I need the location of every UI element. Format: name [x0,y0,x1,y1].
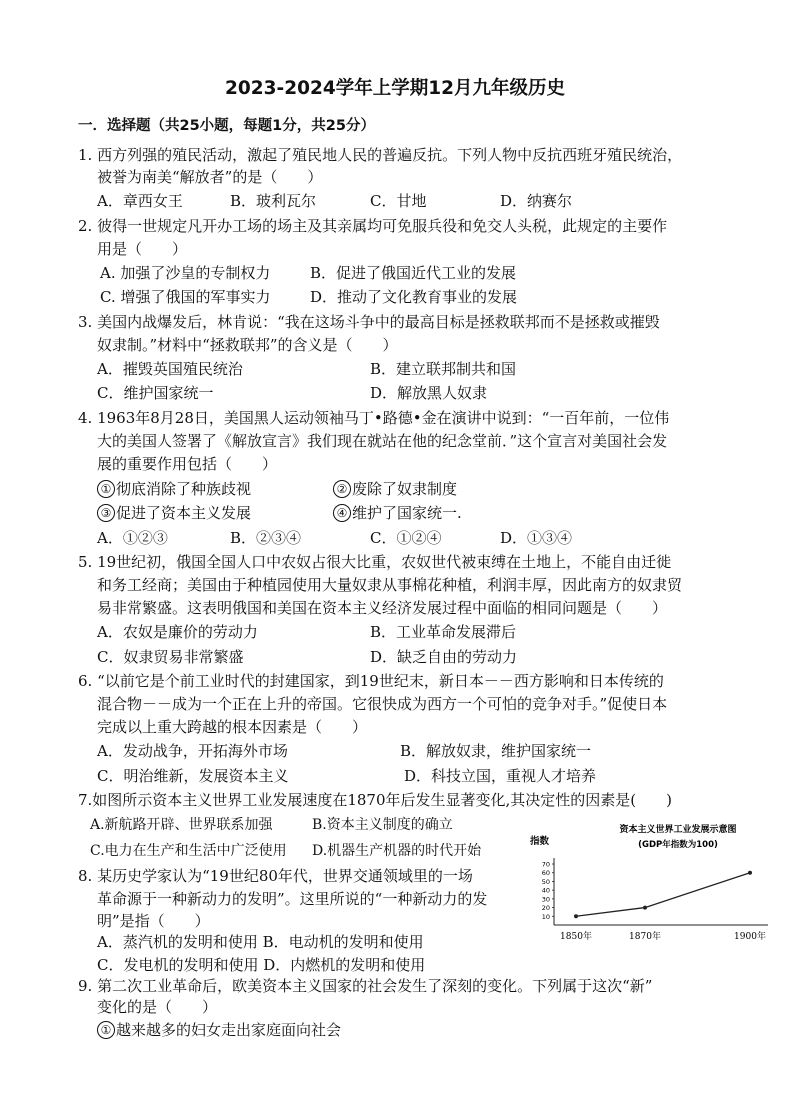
q4-option-b[interactable]: B．②③④ [230,529,302,547]
q2-line-2: 用是（ ） [97,240,188,258]
q3-option-d[interactable]: D．解放黑人奴隶 [370,384,488,402]
q2-option-a[interactable]: A. 加强了沙皇的专制权力 [100,264,271,282]
q8-line-2: 革命源于一种新动力的发明”。这里所说的“一种新动力的发 [97,890,488,908]
q2-option-c[interactable]: C. 增强了俄国的军事实力 [100,288,271,306]
chart-ytick-label: 10 [541,912,550,921]
section-heading: 一．选择题（共25小题，每题1分，共25分） [78,118,375,134]
q4-option-d[interactable]: D．①③④ [500,529,573,547]
chart-ytick-label: 20 [541,904,550,913]
q1-option-b[interactable]: B．玻利瓦尔 [230,192,317,210]
q2-option-b[interactable]: B．促进了俄国近代工业的发展 [310,264,517,282]
q4-line-1: 4. 1963年8月28日，美国黑人运动领袖马丁•路德•金在演讲中说到：“一百年前，一位伟 [78,409,670,427]
q9-num-1: ① [97,1021,115,1039]
q8-options-ab[interactable]: A．蒸汽机的发明和使用 B．电动机的发明和使用 [97,933,424,951]
chart-series-line [576,873,750,917]
q6-line-3: 完成以上重大跨越的根本因素是（ ） [97,718,368,736]
q4-statement-2-text: 废除了奴隶制度 [352,480,458,498]
q2-line-1: 2. 彼得一世规定凡开办工场的场主及其亲属均可免服兵役和免交人头税，此规定的主要作 [78,217,668,235]
chart-ytick-label: 50 [541,877,550,886]
q6-option-a[interactable]: A．发动战争，开拓海外市场 [97,742,288,760]
q3-line-2: 奴隶制。”材料中“拯救联邦”的含义是（ ） [97,336,398,354]
q4-statement-1-text: 彻底消除了种族歧视 [116,480,252,498]
q7-option-c[interactable]: C.电力在生产和生活中广泛使用 [90,843,287,859]
page-title: 2023-2024学年上学期12月九年级历史 [225,78,565,99]
q6-option-d[interactable]: D．科技立国，重视人才培养 [404,767,597,785]
chart-xtick-label: 1870年 [629,932,661,942]
q8-line-1: 8. 某历史学家认为“19世纪80年代，世界交通领域里的一场 [78,867,473,885]
q7-option-b[interactable]: B.资本主义制度的确立 [312,817,453,833]
chart-xtick-label: 1850年 [560,932,592,942]
q4-line-2: 大的美国人签署了《解放宣言》我们现在就站在他的纪念堂前．”这个宣言对美国社会发 [97,432,668,450]
q5-option-d[interactable]: D．缺乏自由的劳动力 [370,648,518,666]
chart-data-point [643,906,647,910]
q3-option-c[interactable]: C．维护国家统一 [97,384,214,402]
chart-subtitle: (GDP年指数为100) [638,840,718,850]
q6-option-c[interactable]: C．明治维新，发展资本主义 [97,767,289,785]
industry-chart [528,822,778,947]
q3-option-a[interactable]: A．摧毁英国殖民统治 [97,360,243,378]
q6-option-b[interactable]: B．解放奴隶，维护国家统一 [400,742,592,760]
q4-statement-4 [333,503,462,523]
q7-option-d[interactable]: D.机器生产机器的时代开始 [312,843,482,859]
q1-option-c[interactable]: C．甘地 [370,192,427,210]
q6-line-1: 6. “以前它是个前工业时代的封建国家，到19世纪末，新日本－－西方影响和日本传统的 [78,672,664,690]
q3-option-b[interactable]: B．建立联邦制共和国 [370,360,517,378]
chart-ylabel: 指数 [530,836,550,847]
chart-data-point [748,871,752,875]
chart-ytick-label: 40 [541,886,550,895]
q4-num-4: ④ [333,504,351,522]
q1-option-d[interactable]: D．纳赛尔 [500,192,573,210]
chart-data-point [574,914,578,918]
q1-line-2: 被誉为南美“解放者”的是（ ） [97,168,323,186]
q4-line-3: 展的重要作用包括（ ） [97,455,278,473]
q4-statement-1 [97,479,251,499]
q9-line-1: 9. 第二次工业革命后，欧美资本主义国家的社会发生了深刻的变化。下列属于这次“新” [78,977,653,995]
q4-statement-3-text: 促进了资本主义发展 [116,504,252,522]
chart-ytick-label: 70 [541,860,550,869]
q1-option-a[interactable]: A．章西女王 [97,192,183,210]
industry-chart-svg [528,822,778,947]
q7-line-1: 7.如图所示资本主义世界工业发展速度在1870年后发生显著变化,其决定性的因素是( ) [78,791,672,809]
q5-line-1: 5. 19世纪初，俄国全国人口中农奴占很大比重，农奴世代被束缚在土地上，不能自由迁徙 [78,553,672,571]
q5-option-b[interactable]: B．工业革命发展滞后 [370,623,517,641]
q5-option-c[interactable]: C．奴隶贸易非常繁盛 [97,648,244,666]
chart-ytick-label: 30 [541,895,550,904]
q5-line-2: 和务工经商；美国由于种植园使用大量奴隶从事棉花种植，利润丰厚，因此南方的奴隶贸 [97,576,683,594]
q4-statement-3 [97,503,251,523]
q4-option-c[interactable]: C．①②④ [370,529,442,547]
q5-option-a[interactable]: A．农奴是廉价的劳动力 [97,623,258,641]
chart-title: 资本主义世界工业发展示意图 [619,825,737,835]
q4-num-1: ① [97,480,115,498]
q8-line-3: 明”是指（ ） [97,912,210,930]
q8-options-cd[interactable]: C．发电机的发明和使用 D．内燃机的发明和使用 [97,956,426,974]
q5-line-3: 易非常繁盛。这表明俄国和美国在资本主义经济发展过程中面临的相同问题是（ ） [97,599,668,617]
q4-statement-4-text: 维护了国家统一. [352,504,462,522]
q9-line-2: 变化的是（ ） [97,998,218,1016]
q2-option-d[interactable]: D．推动了文化教育事业的发展 [310,288,518,306]
chart-ytick-label: 60 [541,869,550,878]
chart-xtick-label: 1900年 [734,932,766,942]
q3-line-1: 3. 美国内战爆发后，林肯说：“我在这场斗争中的最高目标是拯救联邦而不是拯救或摧毁 [78,313,660,331]
q7-option-a[interactable]: A.新航路开辟、世界联系加强 [90,817,273,833]
q4-option-a[interactable]: A．①②③ [97,529,168,547]
q4-num-2: ② [333,480,351,498]
q9-statement-1-text: 越来越多的妇女走出家庭面向社会 [116,1021,342,1039]
q1-line-1: 1. 西方列强的殖民活动，激起了殖民地人民的普遍反抗。下列人物中反抗西班牙殖民统治， [78,146,683,164]
q4-num-3: ③ [97,504,115,522]
q6-line-2: 混合物－－成为一个正在上升的帝国。它很快成为西方一个可怕的竞争对手。”促使日本 [97,695,668,713]
q4-statement-2 [333,479,457,499]
q9-statement-1 [97,1020,341,1040]
